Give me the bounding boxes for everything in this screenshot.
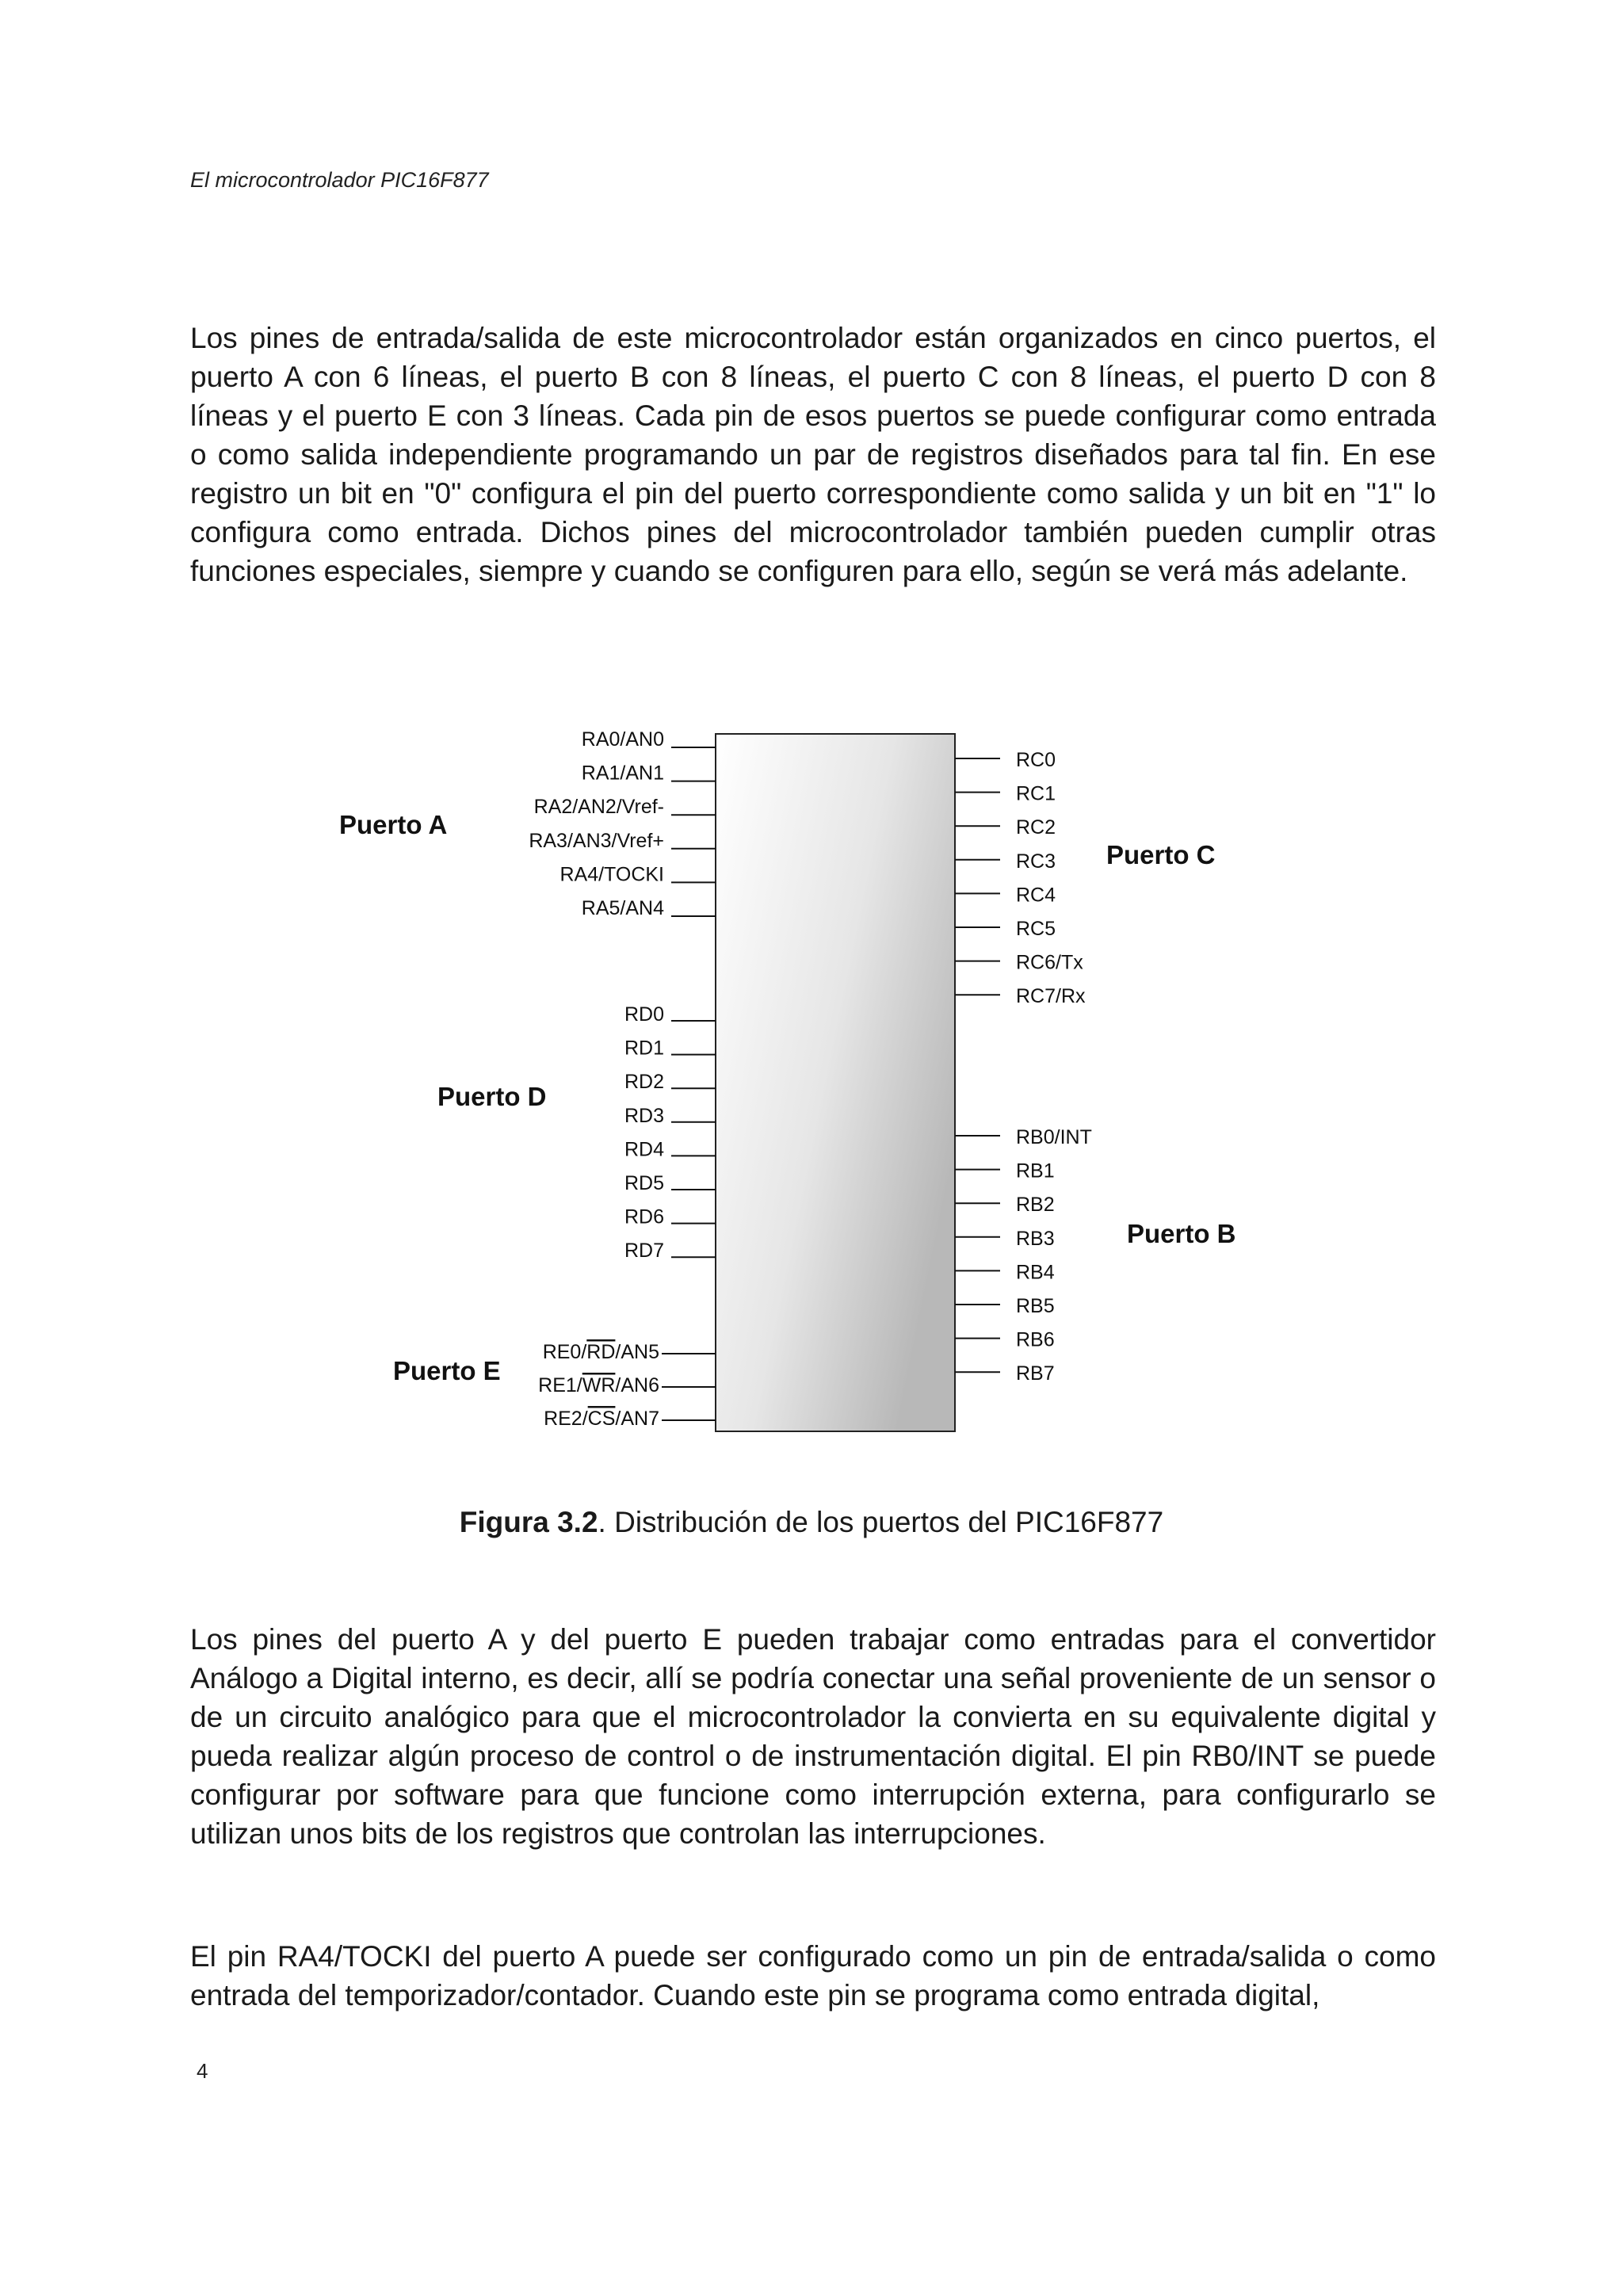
pin-label-rd2: RD2: [624, 1071, 664, 1094]
pin-label-rc6-tx: RC6/Tx: [1016, 951, 1083, 974]
pin-label-rd0: RD0: [624, 1003, 664, 1026]
pin-label-rb4: RB4: [1016, 1261, 1055, 1284]
port-b-group: [955, 1126, 1236, 1385]
pin-label-ra5-an4: RA5/AN4: [581, 897, 664, 919]
port-d-group: [437, 1003, 716, 1262]
chip-body: [716, 734, 955, 1431]
port-a-label: Puerto A: [339, 810, 448, 839]
active-low-overbar: RD: [586, 1341, 616, 1363]
figure-caption-label: Figura 3.2: [459, 1506, 598, 1538]
pin-label-ra1-an1: RA1/AN1: [581, 762, 664, 785]
port-e-label: Puerto E: [393, 1356, 501, 1385]
pin-label-ra3-an3-vref-: RA3/AN3/Vref+: [529, 829, 664, 852]
pin-label-re2-cs-an7: RE2/CS/AN7: [544, 1408, 659, 1430]
pin-label-rd4: RD4: [624, 1138, 664, 1161]
pin-label-rc3: RC3: [1016, 850, 1056, 873]
pin-label-rb5: RB5: [1016, 1295, 1055, 1317]
pin-label-rc7-rx: RC7/Rx: [1016, 985, 1086, 1008]
pin-label-rd6: RD6: [624, 1205, 664, 1228]
port-a-group: [339, 728, 716, 919]
pin-label-re0-rd-an5: RE0/RD/AN5: [542, 1341, 659, 1363]
pin-label-rb3: RB3: [1016, 1227, 1055, 1250]
port-e-group: [393, 1341, 716, 1430]
pin-label-rc4: RC4: [1016, 884, 1056, 907]
paragraph-2: Los pines del puerto A y del puerto E pueden trabajar como entradas para el convertidor Análogo a Digital interno, es decir, allí se podría conectar una señal proveniente de un sensor o de un circuito analógico para que el microcontrolador la convierta en su equivalente digital y pueda realizar algún proceso de control o de instrumentación digital. El pin RB0/INT se puede configurar por software para que funcione como interrupción externa, para configurarlo se utilizan unos bits de los registros que controlan las interrupciones.: [190, 1623, 1436, 1850]
pin-label-rb1: RB1: [1016, 1159, 1055, 1182]
pin-label-rc1: RC1: [1016, 782, 1056, 805]
active-low-overbar: WR: [582, 1374, 616, 1396]
port-c-label: Puerto C: [1106, 840, 1216, 869]
pin-label-rc2: RC2: [1016, 816, 1056, 839]
port-c-group: [955, 749, 1216, 1007]
pin-label-ra4-tocki: RA4/TOCKI: [559, 863, 664, 886]
figure-caption-text: . Distribución de los puertos del PIC16F877: [598, 1506, 1164, 1538]
pin-label-rb7: RB7: [1016, 1362, 1055, 1385]
port-d-label: Puerto D: [437, 1082, 547, 1111]
paragraph-1: Los pines de entrada/salida de este microcontrolador están organizados en cinco puertos, el puerto A con 6 líneas, el puerto B con 8 líneas, el puerto C con 8 líneas, el puerto D con 8 líneas y el puerto E con 3 líneas. Cada pin de esos puertos se puede configurar como entrada o como salida independiente programando un par de registros diseñados para tal fin. En ese registro un bit en "0" configura el pin del puerto correspondiente como salida y un bit en "1" lo configura como entrada. Dichos pines del microcontrolador también pueden cumplir otras funciones especiales, siempre y cuando se configuren para ello, según se verá más adelante.: [190, 322, 1436, 587]
running-header: El microcontrolador PIC16F877: [190, 168, 489, 192]
pin-label-rd7: RD7: [624, 1240, 664, 1263]
page-number: 4: [197, 2059, 208, 2083]
pin-label-rc0: RC0: [1016, 749, 1056, 771]
port-b-label: Puerto B: [1127, 1219, 1236, 1248]
pin-label-rd3: RD3: [624, 1104, 664, 1127]
pin-label-rb0-int: RB0/INT: [1016, 1126, 1092, 1148]
pin-label-rc5: RC5: [1016, 918, 1056, 940]
paragraph-3: El pin RA4/TOCKI del puerto A puede ser configurado como un pin de entrada/salida o como entrada del temporizador/contador. Cuando este pin se programa como entrada digital,: [190, 1940, 1436, 2011]
pin-label-ra0-an0: RA0/AN0: [581, 728, 664, 751]
pin-label-ra2-an2-vref-: RA2/AN2/Vref-: [533, 796, 664, 819]
pin-label-rd1: RD1: [624, 1037, 664, 1060]
active-low-overbar: CS: [587, 1408, 616, 1430]
figure-caption: [0, 1506, 1623, 1539]
pin-label-rb2: RB2: [1016, 1194, 1055, 1217]
pin-label-re1-wr-an6: RE1/WR/AN6: [538, 1374, 659, 1396]
pin-label-rd5: RD5: [624, 1172, 664, 1194]
pin-label-rb6: RB6: [1016, 1328, 1055, 1351]
